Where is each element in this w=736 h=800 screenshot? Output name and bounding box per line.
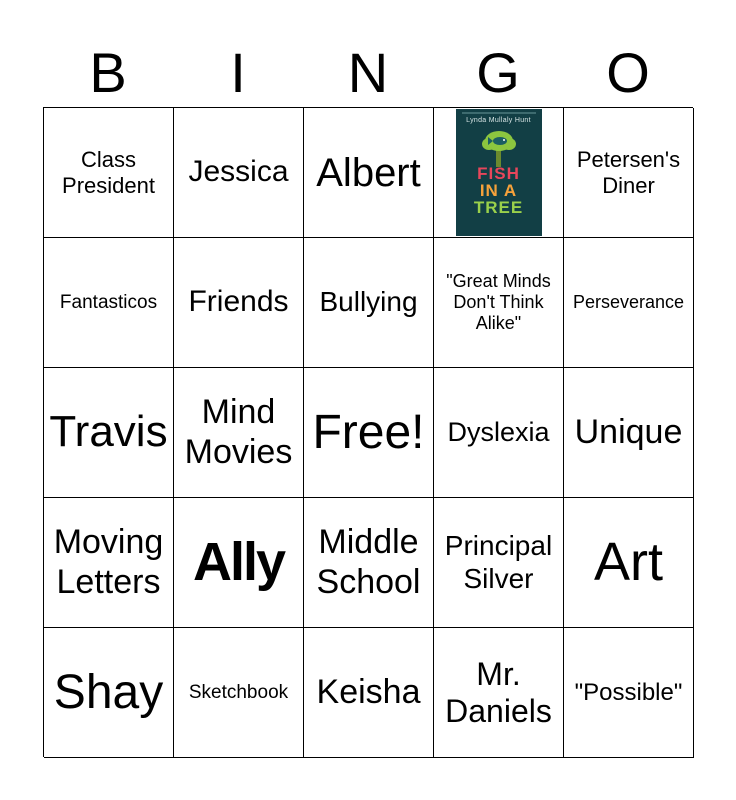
cell-text: Mind Movies bbox=[184, 393, 293, 471]
cell-text: "Possible" bbox=[574, 678, 683, 706]
cell-text: Ally bbox=[192, 532, 285, 593]
cell-text: Fantasticos bbox=[59, 291, 158, 313]
cell-text: Mr. Daniels bbox=[445, 655, 552, 729]
cell-text: Keisha bbox=[316, 672, 421, 711]
cell-text: Petersen's Diner bbox=[576, 147, 681, 198]
bingo-cell[interactable] bbox=[174, 108, 304, 238]
bingo-cell[interactable] bbox=[44, 368, 174, 498]
bingo-cell[interactable] bbox=[564, 498, 694, 628]
cell-text: Free! bbox=[312, 405, 425, 459]
book-title: FISH IN A TREE bbox=[473, 164, 524, 217]
cell-text: Dyslexia bbox=[447, 416, 550, 447]
cell-text: Shay bbox=[53, 665, 164, 719]
bingo-board bbox=[43, 107, 693, 757]
cell-text: Sketchbook bbox=[188, 681, 289, 703]
cell-text: Class President bbox=[62, 147, 155, 198]
header-letter-i: I bbox=[230, 41, 246, 104]
cell-text: Bullying bbox=[319, 286, 418, 318]
cell-text: Friends bbox=[188, 285, 289, 319]
cell-text: Albert bbox=[316, 150, 421, 195]
bingo-cell[interactable] bbox=[44, 108, 174, 238]
bingo-cell-free-space[interactable] bbox=[304, 368, 434, 498]
cell-text: Middle School bbox=[316, 523, 421, 601]
bingo-cell[interactable] bbox=[174, 368, 304, 498]
bingo-cell[interactable] bbox=[44, 628, 174, 758]
bingo-cell[interactable] bbox=[434, 628, 564, 758]
header-letter-g: G bbox=[476, 41, 520, 104]
cell-text: Travis bbox=[49, 407, 168, 457]
bingo-cell[interactable] bbox=[564, 108, 694, 238]
bingo-cell[interactable] bbox=[44, 238, 174, 368]
bingo-cell[interactable] bbox=[304, 238, 434, 368]
cell-text: Principal Silver bbox=[444, 530, 553, 594]
bingo-cell[interactable] bbox=[434, 498, 564, 628]
bingo-cell[interactable] bbox=[564, 368, 694, 498]
cell-text: Unique bbox=[574, 412, 683, 451]
cell-text: Jessica bbox=[188, 155, 289, 189]
bingo-cell[interactable] bbox=[434, 368, 564, 498]
cell-text: Art bbox=[593, 532, 663, 593]
bingo-cell[interactable] bbox=[304, 628, 434, 758]
bingo-cell[interactable] bbox=[44, 498, 174, 628]
cell-text: "Great Minds Don't Think Alike" bbox=[446, 271, 551, 333]
bingo-cell[interactable] bbox=[434, 238, 564, 368]
book-author: Lynda Mullaly Hunt bbox=[466, 117, 531, 124]
bingo-cell[interactable] bbox=[304, 498, 434, 628]
bingo-cell-book-cover[interactable] bbox=[434, 108, 564, 238]
bingo-cell[interactable] bbox=[564, 628, 694, 758]
cell-text: Moving Letters bbox=[53, 523, 164, 601]
header-letter-b: B bbox=[89, 41, 127, 104]
bingo-cell[interactable] bbox=[174, 628, 304, 758]
bingo-cell[interactable] bbox=[174, 498, 304, 628]
cell-text: Perseverance bbox=[572, 292, 685, 313]
bingo-cell[interactable] bbox=[174, 238, 304, 368]
bingo-cell[interactable] bbox=[564, 238, 694, 368]
bingo-cell[interactable] bbox=[304, 108, 434, 238]
fish-in-tree-book-cover-icon bbox=[456, 109, 542, 236]
header-letter-o: O bbox=[606, 41, 650, 104]
header-letter-n: N bbox=[347, 41, 389, 104]
bingo-header bbox=[43, 40, 693, 106]
